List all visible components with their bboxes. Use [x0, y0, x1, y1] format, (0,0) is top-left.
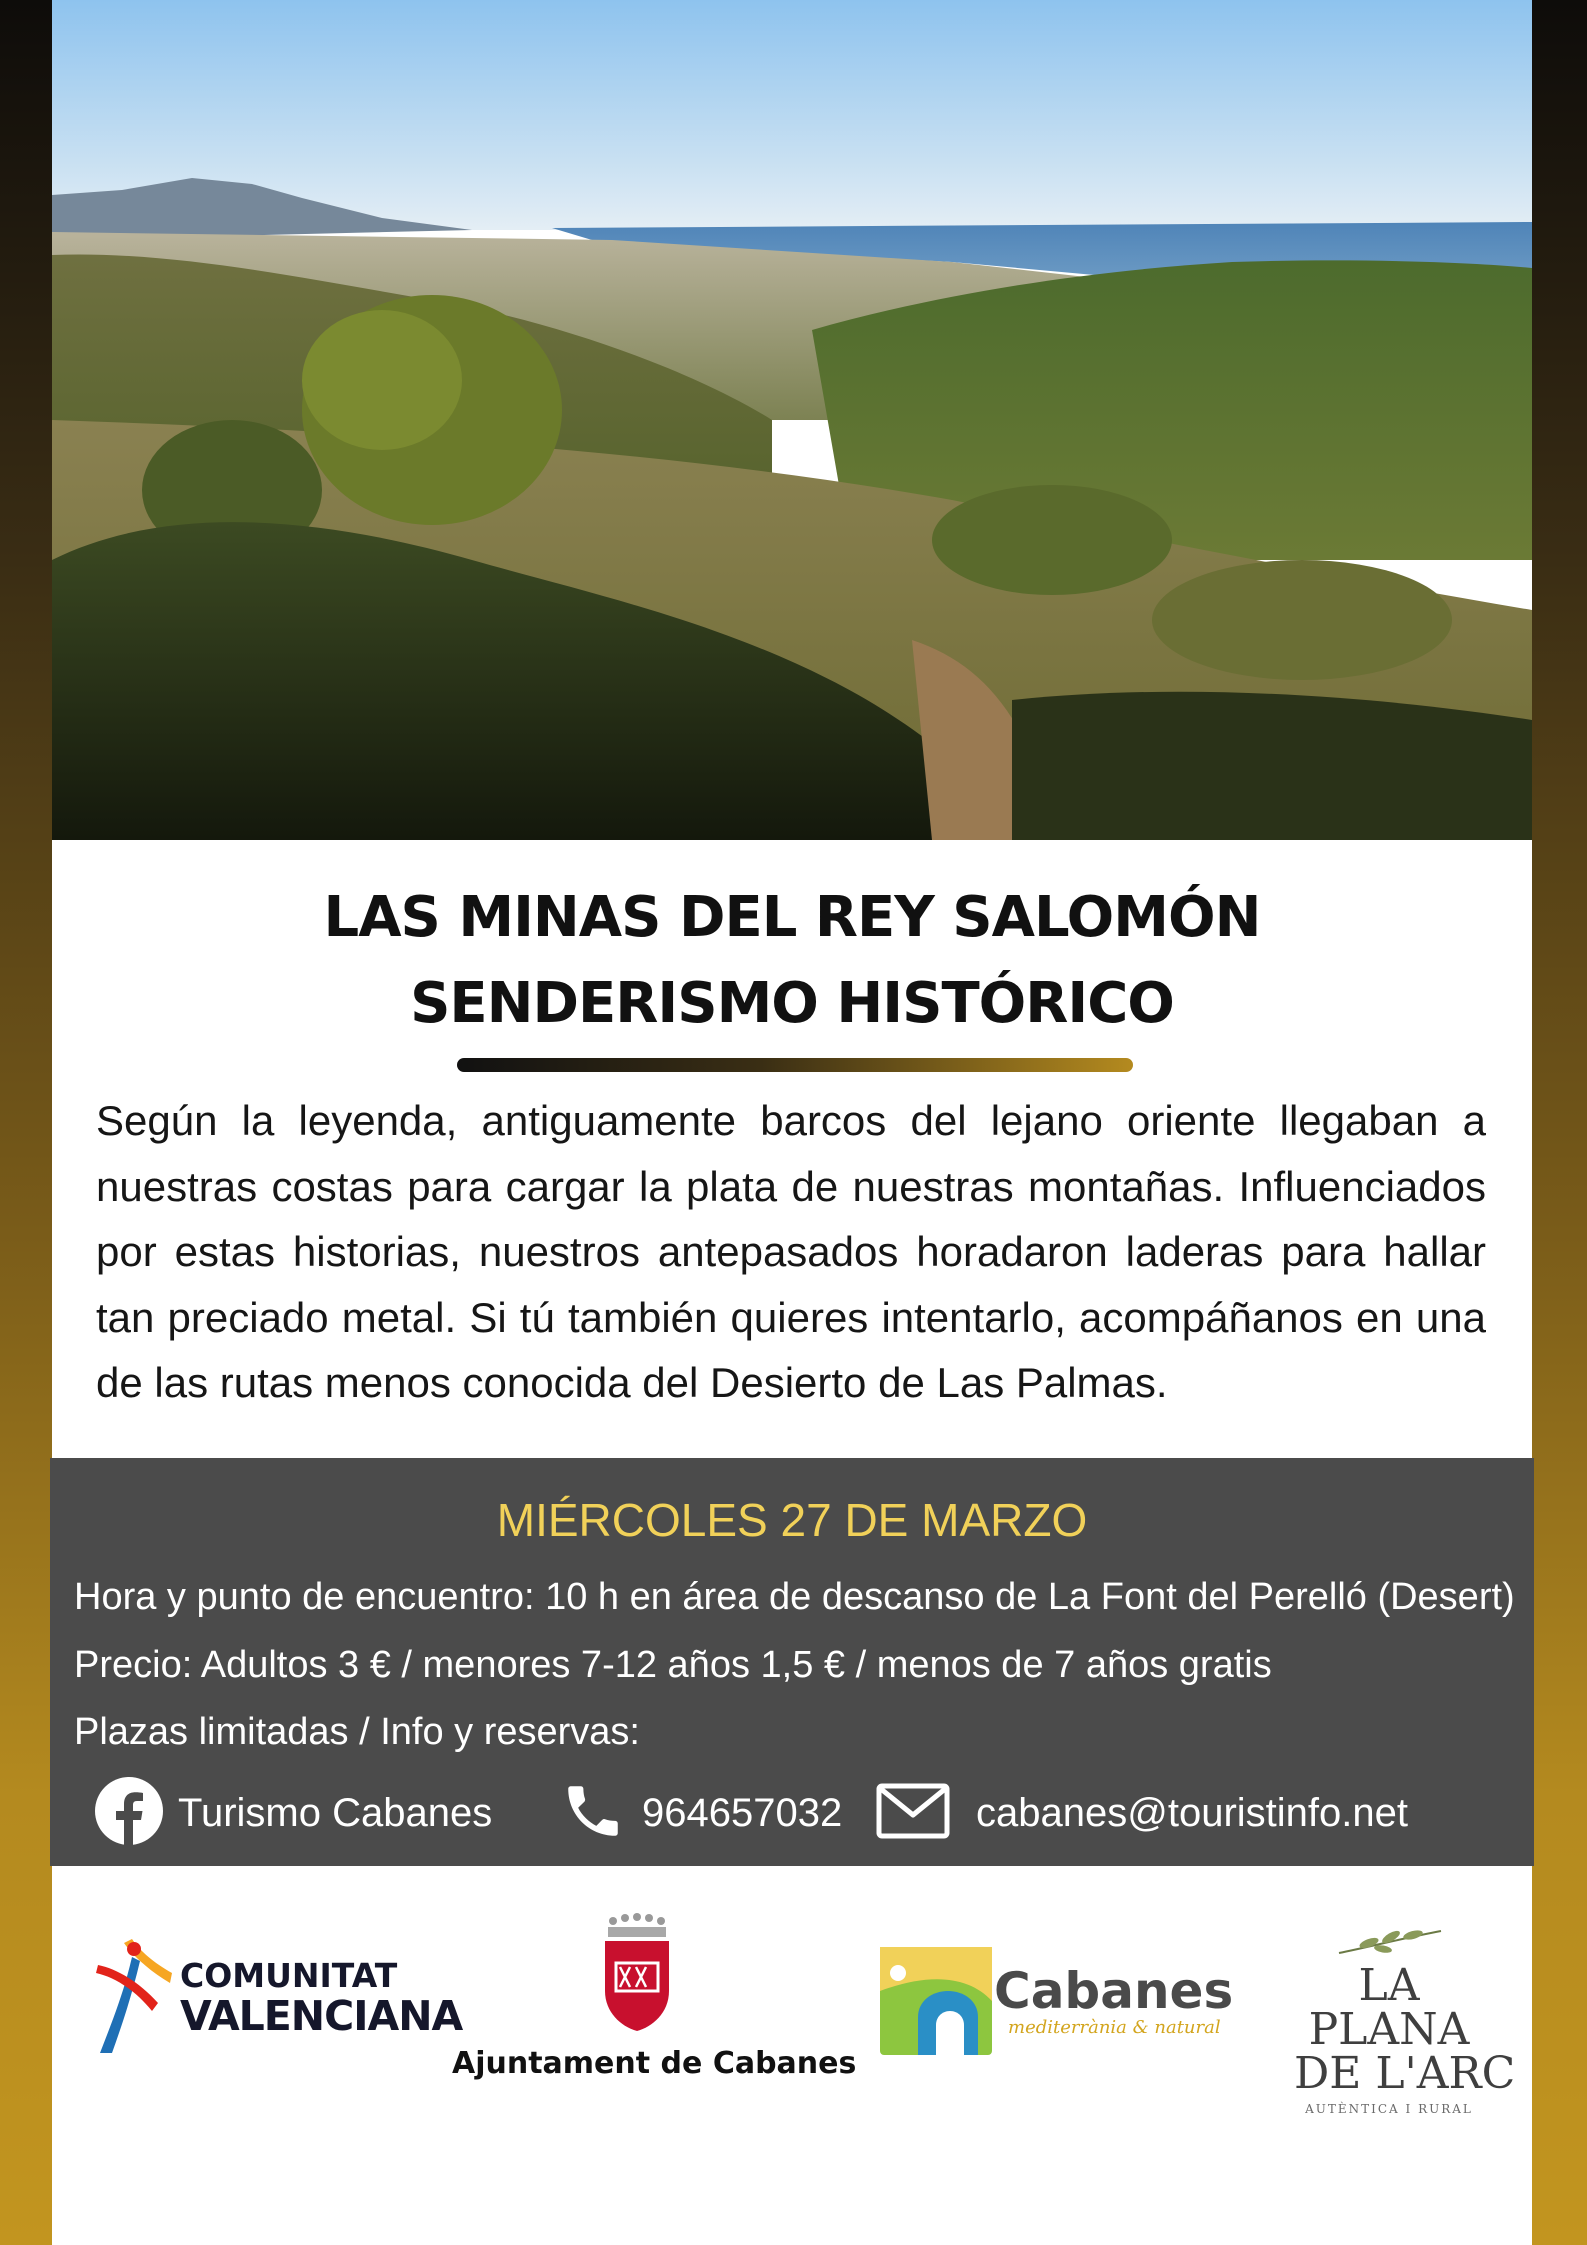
la-plana-de-larc-logo — [1294, 1925, 1516, 2116]
price-text: Precio: Adultos 3 € / menores 7-12 años 1,5 € / menos de 7 años gratis — [74, 1644, 1272, 1686]
phone-icon — [560, 1778, 626, 1849]
meeting-point-text: Hora y punto de encuentro: 10 h en área de descanso de La Font del Perelló (Desert) — [74, 1576, 1515, 1618]
plana-tagline: AUTÈNTICA I RURAL — [1305, 2102, 1473, 2116]
phone-label: 964657032 — [642, 1790, 843, 1835]
event-date: MIÉRCOLES 27 DE MARZO — [496, 1494, 1088, 1546]
comunitat-text: COMUNITAT — [180, 1956, 398, 1995]
facebook-label: Turismo Cabanes — [178, 1790, 493, 1835]
email-label: cabanes@touristinfo.net — [976, 1790, 1408, 1835]
comunitat-valenciana-emblem — [94, 1937, 174, 2055]
plana-line-2: PLANA — [1308, 2004, 1470, 2055]
event-description: Según la leyenda, antiguamente barcos del lejano oriente llegaban a nuestras costas para cargar la plata de nuestras montañas. Influenciados por estas historias, nuestros antepasados horadaron laderas para hallar tan preciado metal. Si tú también quieres intentarlo, acompáñanos en una de las rutas menos conocida del Desierto de Las Palmas. — [96, 1097, 1486, 1406]
olive-branch-icon — [1329, 1925, 1449, 1959]
title-line-2: SENDERISMO HISTÓRICO — [410, 971, 1174, 1036]
facebook-icon — [94, 1776, 164, 1851]
event-title — [52, 875, 1532, 1047]
cabanes-tourism-logo — [878, 1945, 1233, 2057]
booking-info-text: Plazas limitadas / Info y reservas: — [74, 1711, 640, 1753]
ajuntament-text: Ajuntament de Cabanes — [452, 2046, 857, 2081]
hero-landscape-photo — [52, 0, 1532, 840]
facebook-contact[interactable] — [94, 1778, 492, 1848]
event-info-panel — [50, 1458, 1534, 1866]
cabanes-emblem — [878, 1945, 994, 2057]
comunitat-valenciana-logo — [94, 1937, 462, 2055]
phone-contact[interactable] — [560, 1778, 842, 1848]
cabanes-name: Cabanes — [994, 1961, 1234, 2020]
valenciana-text: VALENCIANA — [180, 1992, 463, 2040]
plana-line-1: LA — [1358, 1960, 1420, 2011]
ajuntament-cabanes-logo — [452, 1913, 857, 2081]
mail-icon — [876, 1783, 950, 1844]
poster — [52, 0, 1532, 2245]
plana-line-3: DE L'ARC — [1294, 2048, 1516, 2099]
cabanes-tagline: mediterrània & natural — [1008, 2016, 1221, 2038]
gradient-divider — [457, 1058, 1133, 1072]
sponsor-logos — [52, 1905, 1532, 2116]
coat-of-arms-emblem — [600, 1913, 674, 2033]
email-contact[interactable] — [876, 1778, 1408, 1848]
title-line-1: LAS MINAS DEL REY SALOMÓN — [323, 885, 1261, 950]
